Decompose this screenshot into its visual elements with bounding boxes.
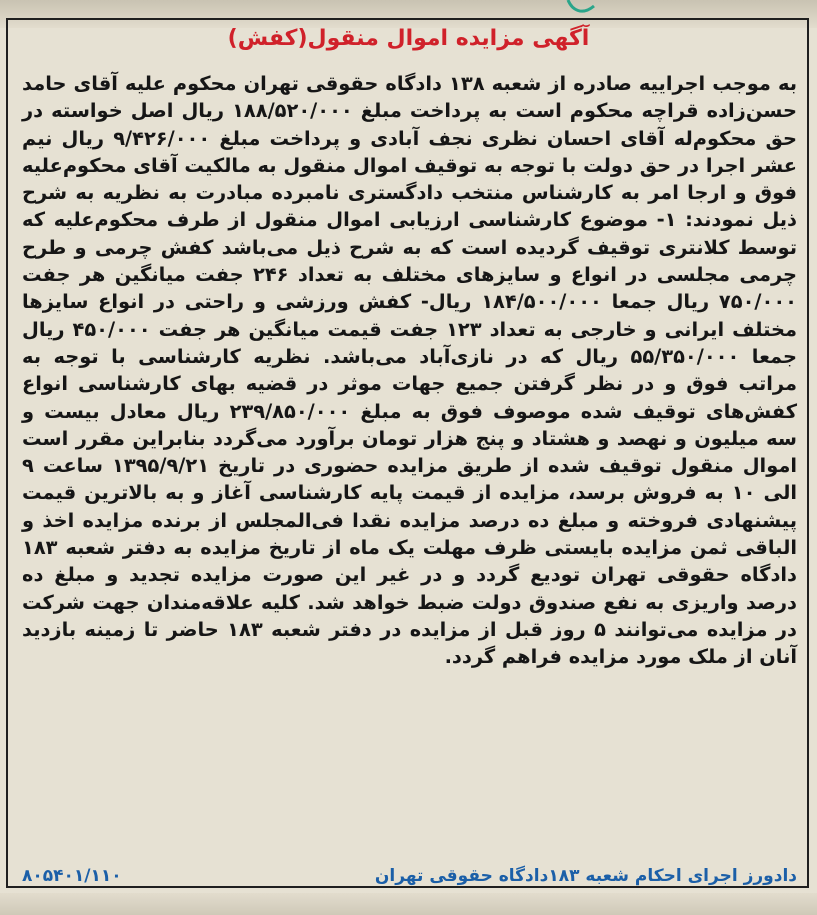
footer-signature: دادورز اجرای احکام شعبه ۱۸۳دادگاه حقوقی تهران — [374, 866, 797, 886]
bottom-paper-edge — [0, 893, 817, 915]
notice-footer — [22, 862, 797, 890]
notice-title: آگهی مزایده اموال منقول(کفش) — [227, 26, 590, 51]
notice-body-paragraph: به موجب اجراییه صادره از شعبه ۱۳۸ دادگاه حقوقی تهران محکوم علیه آقای حامد حسن‌زاده قراچه محکوم است به پرداخت مبلغ ۱۸۸/۵۲۰/۰۰۰ ریال اصل خواسته در حق محکوم‌له آقای احسان نظری نجف آبادی و پرداخت مبلغ ۹/۴۲۶/۰۰۰ ریال نیم عشر اجرا در حق دولت با توجه به توقیف اموال منقول به مالکیت آقای محکوم‌علیه فوق و ارجا امر به کارشناس منتخب دادگستری نامبرده مبادرت به نظریه به شرح ذیل نمودند: ۱- موضوع کارشناسی ارزیابی اموال منقول از طرف محکوم‌علیه که توسط کلانتری توقیف گردیده است که به شرح ذیل می‌باشد کفش چرمی و طرح چرمی مجلسی در انواع و سایزهای مختلف به تعداد ۲۴۶ جفت میانگین هر جفت ۷۵۰/۰۰۰ ریال جمعا ۱۸۴/۵۰۰/۰۰۰ ریال- کفش ورزشی و راحتی در انواع سایزها مختلف ایرانی و خارجی به تعداد ۱۲۳ جفت قیمت میانگین هر جفت ۴۵۰/۰۰۰ ریال جمعا ۵۵/۳۵۰/۰۰۰ ریال که در نازی‌آباد می‌باشد. نظریه کارشناسی با توجه به مراتب فوق و در نظر گرفتن جمیع جهات موثر در قضیه بهای کارشناسی انواع کفش‌های توقیف شده موصوف فوق به مبلغ ۲۳۹/۸۵۰/۰۰۰ ریال معادل بیست و سه میلیون و نهصد و هشتاد و پنج هزار تومان برآورد می‌گردد بنابراین مقرر است اموال منقول توقیف شده از طریق مزایده حضوری در تاریخ ۱۳۹۵/۹/۲۱ ساعت ۹ الی ۱۰ به فروش برسد، مزایده از قیمت پایه کارشناسی آغاز و به بالاترین قیمت پیشنهادی فروخته و مبلغ ده درصد مزایده نقدا فی‌المجلس از برنده مزایده اخذ و الباقی ثمن مزایده بایستی ظرف مهلت یک ماه از تاریخ مزایده به دفتر شعبه ۱۸۳ دادگاه حقوقی تهران تودیع گردد و در غیر این صورت مزایده تجدید و مبلغ ده درصد واریزی به نفع صندوق دولت ضبط خواهد شد. کلیه علاقه‌مندان جهت شرکت در مزایده می‌توانند ۵ روز قبل از مزایده در دفتر شعبه ۱۸۳ حاضر تا زمینه بازدید آنان از ملک مورد مزایده فراهم گردد. — [22, 72, 798, 669]
footer-reference-code: ۸۰۵۴۰۱/۱۱۰ — [22, 866, 122, 886]
notice-body — [22, 70, 797, 671]
